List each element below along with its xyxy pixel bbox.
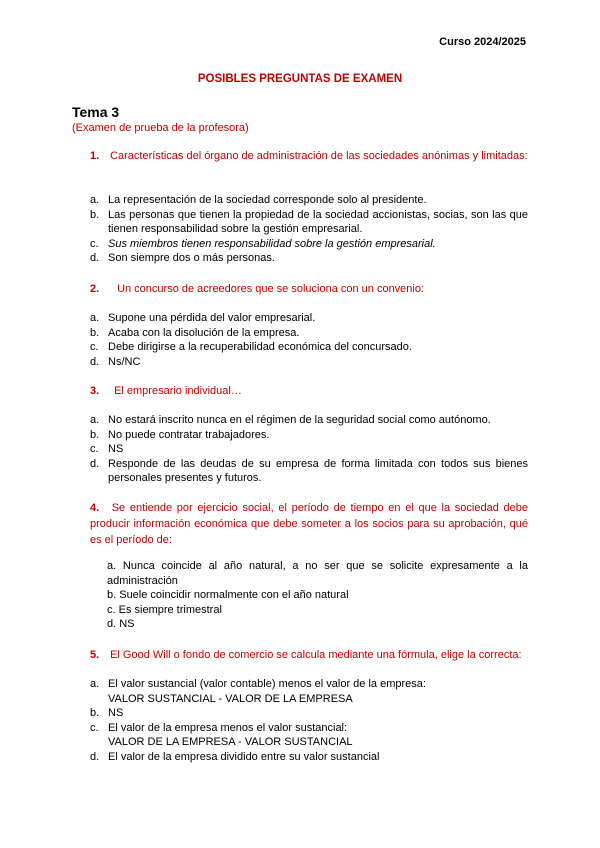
option-text: Ns/NC	[108, 355, 141, 368]
option-text: Debe dirigirse a la recuperabilidad económica del concursado.	[108, 341, 412, 353]
option-a	[90, 413, 528, 428]
question-5	[90, 647, 528, 663]
option-d	[90, 457, 528, 486]
option-letter: b.	[90, 208, 100, 221]
option-letter: b.	[90, 428, 100, 441]
option-text: Sus miembros tienen responsabilidad sobre la gestión empresarial.	[108, 237, 436, 250]
option-b	[90, 428, 528, 443]
question-4	[90, 500, 528, 548]
question-text: El empresario individual…	[114, 385, 242, 397]
section-note: (Examen de prueba de la profesora)	[72, 122, 249, 134]
option-letter: d.	[90, 252, 100, 264]
question-3	[90, 383, 528, 399]
options-list	[90, 677, 528, 764]
option-letter: a.	[90, 414, 100, 426]
option-letter: d.	[90, 750, 100, 763]
option-letter: c.	[90, 443, 99, 455]
option-c	[90, 721, 528, 750]
option-a	[90, 311, 528, 326]
option-d: d. NS	[107, 618, 135, 630]
question-number: 2.	[90, 283, 100, 295]
option-b	[90, 706, 528, 721]
option-text: Responde de las deudas de su empresa de forma limitada con todos sus bienes personales presentes y futuros.	[108, 457, 528, 484]
option-text: Son siempre dos o más personas.	[108, 252, 275, 264]
option-formula: VALOR SUSTANCIAL - VALOR DE LA EMPRESA	[108, 692, 353, 705]
option-text: Acaba con la disolución de la empresa.	[108, 326, 300, 339]
question-2	[90, 281, 528, 297]
option-b	[90, 326, 528, 341]
option-text: El valor de la empresa menos el valor sustancial:	[108, 721, 348, 734]
option-c	[90, 340, 528, 355]
question-text: Un concurso de acreedores que se soluciona con un convenio:	[117, 283, 425, 295]
question-text: El Good Will o fondo de comercio se calcula mediante una fórmula, elige la correcta:	[110, 649, 522, 661]
option-formula: VALOR DE LA EMPRESA - VALOR SUSTANCIAL	[108, 736, 353, 748]
option-letter: d.	[90, 355, 100, 368]
question-text: Características del órgano de administración de las sociedades anónimas y limitadas:	[110, 150, 528, 162]
option-a	[90, 193, 528, 208]
option-letter: a.	[90, 312, 100, 324]
option-a	[90, 677, 528, 706]
option-letter: a.	[90, 194, 100, 206]
option-b	[90, 208, 528, 237]
question-1	[90, 148, 528, 164]
options-list	[107, 559, 528, 632]
options-list	[90, 193, 528, 266]
option-letter: c.	[90, 237, 99, 250]
option-b: b. Suele coincidir normalmente con el año natural	[107, 589, 349, 601]
option-letter: c.	[90, 341, 99, 353]
option-text: Las personas que tienen la propiedad de la sociedad accionistas, socias, son las que tienen responsabilidad sobre la gestión empresarial.	[108, 208, 528, 235]
option-text: No estará inscrito nunca en el régimen de la seguridad social como autónomo.	[108, 414, 491, 426]
option-c	[90, 442, 528, 457]
option-d	[90, 251, 528, 266]
option-c: c. Es siempre trimestral	[107, 603, 222, 616]
option-text: NS	[108, 443, 124, 455]
question-number: 5.	[90, 649, 100, 661]
course-label: Curso 2024/2025	[439, 36, 526, 48]
option-d	[90, 750, 528, 765]
option-body	[108, 677, 528, 706]
options-list	[90, 311, 528, 369]
option-text: El valor sustancial (valor contable) menos el valor de la empresa:	[108, 678, 426, 690]
question-number: 4.	[90, 502, 100, 514]
option-text: NS	[108, 707, 124, 719]
option-letter: b.	[90, 707, 100, 719]
option-d	[90, 355, 528, 370]
option-text: La representación de la sociedad corresponde solo al presidente.	[108, 194, 427, 206]
option-text: No puede contratar trabajadores.	[108, 428, 270, 441]
question-number: 3.	[90, 385, 100, 397]
option-body	[108, 721, 528, 750]
option-c	[90, 237, 528, 252]
option-letter: b.	[90, 326, 100, 339]
option-letter: d.	[90, 457, 100, 470]
page-title: POSIBLES PREGUNTAS DE EXAMEN	[197, 73, 403, 85]
option-text: Supone una pérdida del valor empresarial.	[108, 312, 316, 324]
option-letter: c.	[90, 721, 99, 734]
option-letter: a.	[90, 678, 100, 690]
question-number: 1.	[90, 150, 100, 162]
question-text: Se entiende por ejercicio social, el período de tiempo en el que la sociedad debe producir información económica que debe someter a los socios para su aprobación, qué es el período de:	[90, 502, 528, 546]
option-a: a. Nunca coincide al año natural, a no ser que se solicite expresamente a la administración	[107, 560, 528, 587]
section-heading: Tema 3	[72, 104, 120, 120]
options-list	[90, 413, 528, 486]
option-text: El valor de la empresa dividido entre su valor sustancial	[108, 750, 380, 763]
